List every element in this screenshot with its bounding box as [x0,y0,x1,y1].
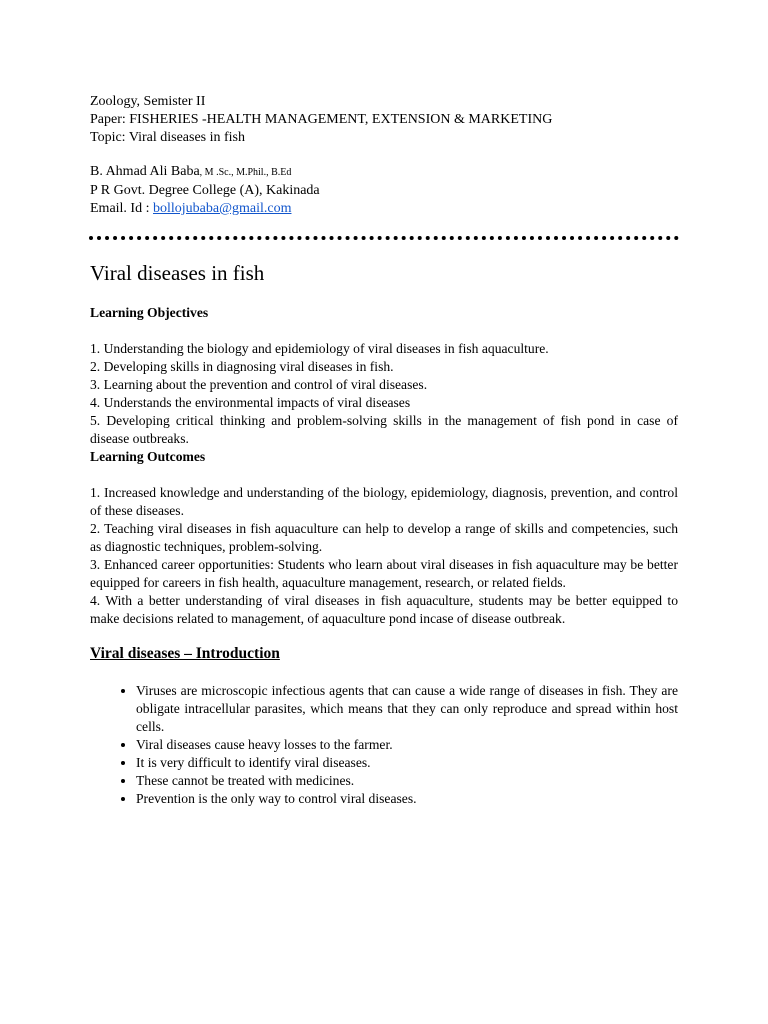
outcomes-heading: Learning Outcomes [90,449,206,464]
email-label: Email. Id : [90,201,153,216]
document-header [90,93,690,218]
author-name: B. Ahmad Ali Baba [90,164,200,179]
objectives-heading: Learning Objectives [90,305,209,320]
email-line [90,200,690,218]
introduction-heading-text: Viral diseases – Introduction [90,645,280,662]
outcome-item: 1. Increased knowledge and understanding of the biology, epidemiology, diagnosis, prevention, and control of these diseases. [90,485,678,518]
outcome-item: 2. Teaching viral diseases in fish aquaculture can help to develop a range of skills and competencies, such as diagnostic techniques, problem-solving. [90,521,678,554]
list-item: • Viral diseases cause heavy losses to the farmer. [136,736,678,754]
list-item: • Viruses are microscopic infectious agents that can cause a wide range of diseases in fish. They are obligate intracellular parasites, which means that they can only reproduce and spread within host cells. [136,682,678,736]
objective-item: 3. Learning about the prevention and control of viral diseases. [90,377,428,392]
course-line: Zoology, Semister II [90,94,206,109]
objective-item: 4. Understands the environmental impacts of viral diseases [90,395,411,410]
objective-item: 1. Understanding the biology and epidemiology of viral diseases in fish aquaculture. [90,341,549,356]
objective-item: 5. Developing critical thinking and problem-solving skills in the management of fish pond in case of disease outbreaks. [90,413,678,446]
introduction-heading [90,644,678,664]
email-link[interactable]: bollojubaba@gmail.com [153,201,292,216]
document-body [90,304,678,808]
topic-line: Topic: Viral diseases in fish [90,130,246,145]
paper-line: Paper: FISHERIES -HEALTH MANAGEMENT, EXTENSION & MARKETING [90,112,553,127]
author-line [90,163,690,182]
college-line: P R Govt. Degree College (A), Kakinada [90,183,320,198]
list-item: • It is very difficult to identify viral diseases. [136,754,678,772]
objective-item: 2. Developing skills in diagnosing viral diseases in fish. [90,359,394,374]
outcome-item: 4. With a better understanding of viral diseases in fish aquaculture, students may be better equipped to make decisions related to management, of aquaculture pond incase of disease outbreak. [90,593,678,626]
author-degrees: , M .Sc., M.Phil., B.Ed [199,167,292,178]
outcome-item: 3. Enhanced career opportunities: Students who learn about viral diseases in fish aquaculture may be better equipped for careers in fish health, aquaculture management, research, or related fields. [90,557,678,590]
dotted-divider [89,236,679,240]
list-item: • Prevention is the only way to control viral diseases. [136,790,678,808]
document-title: Viral diseases in fish [90,261,265,285]
list-item: • These cannot be treated with medicines. [136,772,678,790]
introduction-list [90,682,678,808]
